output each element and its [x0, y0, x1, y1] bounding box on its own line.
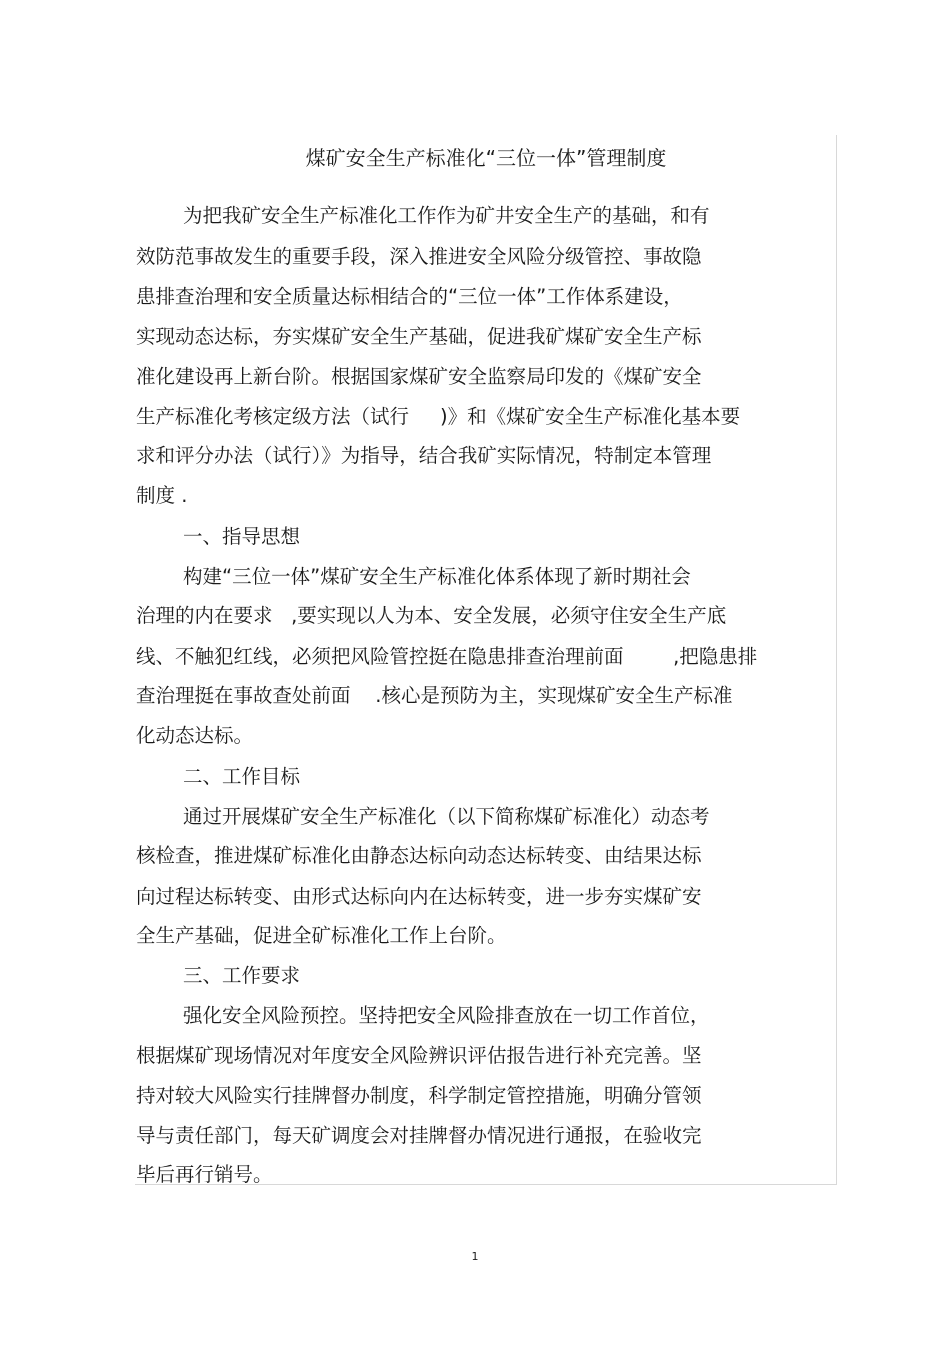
body-line: 构建“三位一体”煤矿安全生产标准化体系体现了新时期社会: [183, 565, 691, 588]
body-line: 查治理挺在事故查处前面 .核心是预防为主，实现煤矿安全生产标准: [136, 684, 733, 707]
body-line: 向过程达标转变、由形式达标向内在达标转变，进一步夯实煤矿安: [136, 885, 702, 908]
body-line: 毕后再行销号。: [136, 1163, 273, 1186]
body-line: 制度 .: [136, 484, 188, 507]
body-line: 持对较大风险实行挂牌督办制度，科学制定管控措施，明确分管领: [136, 1084, 702, 1107]
document-title: 煤矿安全生产标准化“三位一体”管理制度: [305, 146, 667, 170]
body-line: 线、不触犯红线，必须把风险管控挺在隐患排查治理前面 ,把隐患排: [136, 645, 758, 668]
body-line: 导与责任部门，每天矿调度会对挂牌督办情况进行通报，在验收完: [136, 1124, 702, 1147]
body-line: 求和评分办法（试行）》为指导，结合我矿实际情况，特制定本管理: [136, 444, 712, 467]
page-number: 1: [471, 1250, 479, 1263]
body-line: 根据煤矿现场情况对年度安全风险辨识评估报告进行补充完善。坚: [136, 1044, 702, 1067]
body-line: 为把我矿安全生产标准化工作作为矿井安全生产的基础，和有: [183, 204, 710, 227]
section-heading: 一、指导思想: [183, 525, 301, 548]
body-line: 患排查治理和安全质量达标相结合的“三位一体”工作体系建设，: [136, 285, 683, 308]
body-line: 效防范事故发生的重要手段，深入推进安全风险分级管控、事故隐: [136, 245, 702, 268]
body-line: 通过开展煤矿安全生产标准化（以下简称煤矿标准化）动态考: [183, 805, 710, 828]
body-line: 核检查，推进煤矿标准化由静态达标向动态达标转变、由结果达标: [136, 844, 702, 867]
body-line: 准化建设再上新台阶。根据国家煤矿安全监察局印发的《煤矿安全: [136, 365, 702, 388]
body-line: 强化安全风险预控。坚持把安全风险排查放在一切工作首位，: [183, 1004, 710, 1027]
body-line: 化动态达标。: [136, 724, 254, 747]
body-line: 全生产基础，促进全矿标准化工作上台阶。: [136, 924, 507, 947]
section-heading: 二、工作目标: [183, 765, 301, 788]
section-heading: 三、工作要求: [183, 964, 301, 987]
body-line: 治理的内在要求 ,要实现以人为本、安全发展，必须守住安全生产底: [136, 604, 727, 627]
body-line: 实现动态达标，夯实煤矿安全生产基础，促进我矿煤矿安全生产标: [136, 325, 702, 348]
body-line: 生产标准化考核定级方法（试行 )》和《煤矿安全生产标准化基本要: [136, 405, 741, 428]
